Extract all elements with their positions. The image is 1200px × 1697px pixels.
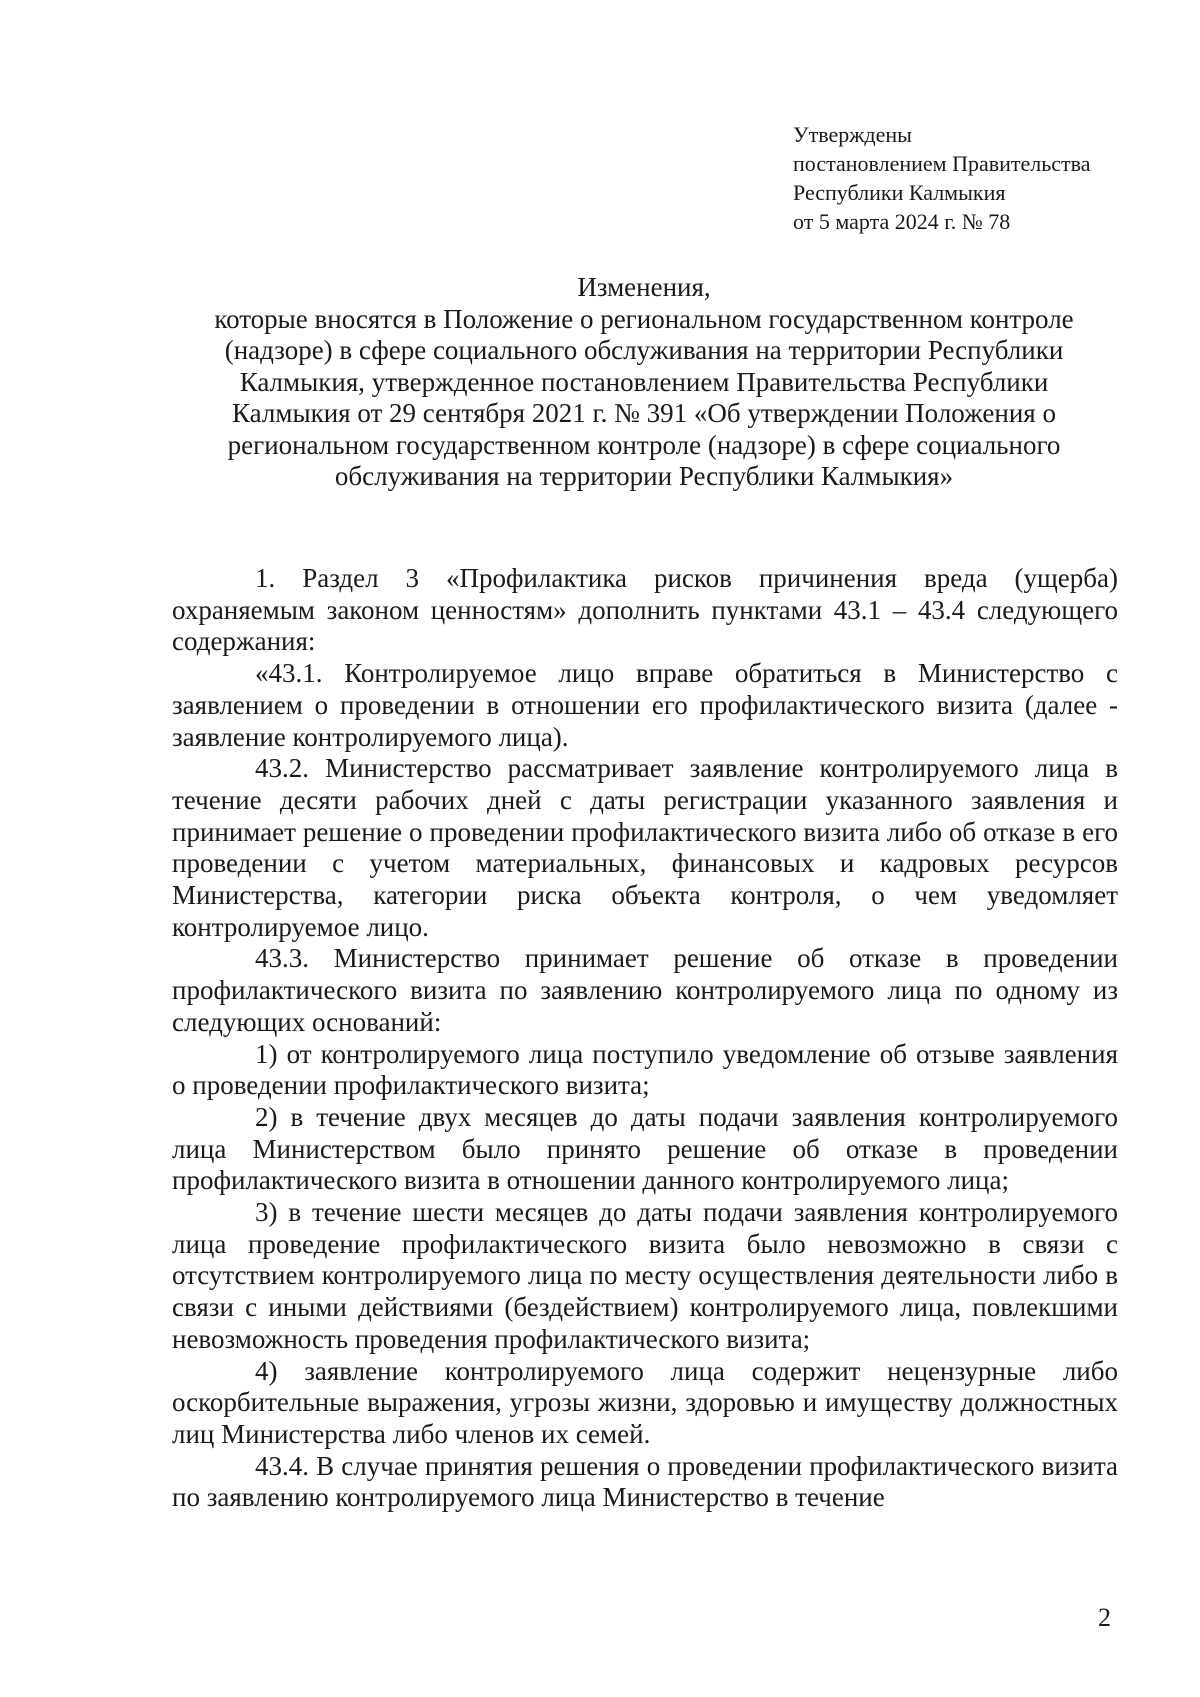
body-paragraph: 43.3. Министерство принимает решение об отказе в проведении профилактического визита по заявлению контролируемого лица по одному из следующих оснований:: [172, 943, 1118, 1037]
title-line: Калмыкия, утвержденное постановлением Правительства Республики: [239, 366, 1049, 397]
title-line: обслуживания на территории Республики Калмыкия»: [334, 461, 954, 491]
title-line: региональном государственном контроле (надзоре) в сфере социального: [227, 429, 1061, 460]
approval-line: от 5 марта 2024 г. № 78: [793, 209, 1011, 234]
body-paragraph: 43.4. В случае принятия решения о проведении профилактического визита по заявлению контролируемого лица Министерство в течение: [172, 1450, 1118, 1513]
title-line: Калмыкия от 29 сентября 2021 г. № 391 «Об утверждении Положения о: [232, 398, 1056, 428]
body-paragraph: 1) от контролируемого лица поступило уведомление об отзыве заявления о проведении профилактического визита;: [172, 1038, 1118, 1101]
approval-line: Утверждены: [793, 122, 912, 147]
body-paragraph: 1. Раздел 3 «Профилактика рисков причинения вреда (ущерба) охраняемым законом ценностям» дополнить пунктами 43.1 – 43.4 следующего содержания:: [172, 563, 1118, 657]
document-body: [172, 563, 1118, 1514]
approval-stamp: [793, 120, 1153, 236]
title-line: Изменения,: [577, 272, 711, 302]
body-paragraph: 3) в течение шести месяцев до даты подачи заявления контролируемого лица проведение профилактического визита было невозможно в связи с отсутствием контролируемого лица по месту осуществления деятельности либо в связи с иными действиями (бездействием) контролируемого лица, повлекшими невозможность проведения профилактического визита;: [172, 1197, 1118, 1354]
approval-line: Республики Калмыкия: [793, 180, 1006, 205]
approval-line: постановлением Правительства: [793, 151, 1091, 176]
document-title: [170, 272, 1118, 493]
body-paragraph: 43.2. Министерство рассматривает заявление контролируемого лица в течение десяти рабочих дней с даты регистрации указанного заявления и принимает решение о проведении профилактического визита либо об отказе в его проведении с учетом материальных, финансовых и кадровых ресурсов Министерства, категории риска объекта контроля, о чем уведомляет контролируемое лицо.: [172, 753, 1118, 942]
title-line: (надзоре) в сфере социального обслуживания на территории Республики: [224, 335, 1064, 365]
page-number: 2: [1098, 1603, 1111, 1632]
body-paragraph: 4) заявление контролируемого лица содержит нецензурные либо оскорбительные выражения, угрозы жизни, здоровью и имуществу должностных лиц Министерства либо членов их семей.: [172, 1355, 1118, 1449]
body-paragraph: «43.1. Контролируемое лицо вправе обратиться в Министерство с заявлением о проведении в отношении его профилактического визита (далее - заявление контролируемого лица).: [172, 658, 1118, 752]
title-line: которые вносятся в Положение о региональном государственном контроле: [214, 303, 1074, 334]
body-paragraph: 2) в течение двух месяцев до даты подачи заявления контролируемого лица Министерством было принято решение об отказе в проведении профилактического визита в отношении данного контролируемого лица;: [172, 1101, 1118, 1196]
